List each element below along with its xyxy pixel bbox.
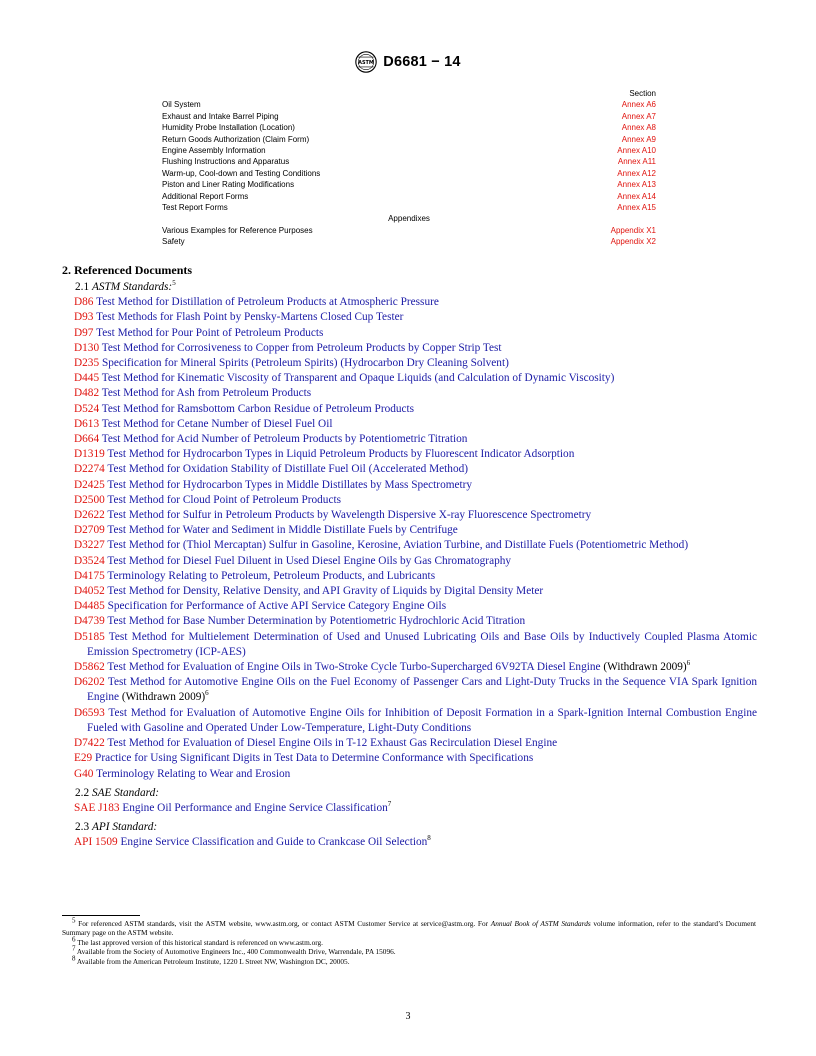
reference-title[interactable]: Test Method for Evaluation of Automotive Engine Oils for Inhibition of Deposit Formation in a Spark-Ignition Internal Combustion Engine Fueled with Gasoline and Operated Under Low-Temperature, Light-Duty Conditions bbox=[87, 706, 757, 734]
page-number: 3 bbox=[405, 1011, 411, 1022]
reference-item[interactable] bbox=[74, 493, 757, 508]
toc-ref-link[interactable]: Appendix X1 bbox=[610, 225, 656, 235]
reference-code[interactable]: D6593 bbox=[74, 706, 105, 719]
section-title: 2. Referenced Documents bbox=[62, 263, 193, 277]
toc-row bbox=[162, 134, 656, 145]
toc-ref-link[interactable]: Annex A13 bbox=[617, 180, 656, 190]
reference-code[interactable]: D4485 bbox=[74, 600, 105, 613]
reference-item[interactable] bbox=[74, 326, 757, 341]
reference-item[interactable] bbox=[74, 599, 757, 614]
footnote-text: Available from the American Petroleum Institute, 1220 L Street NW, Washington DC, 20005. bbox=[75, 956, 350, 966]
toc-ref-link[interactable]: Annex A14 bbox=[617, 191, 656, 201]
reference-item[interactable] bbox=[74, 447, 757, 462]
reference-title[interactable]: Test Method for Ash from Petroleum Products bbox=[101, 387, 312, 400]
reference-title[interactable]: Test Method for Evaluation of Engine Oils in Two-Stroke Cycle Turbo-Supercharged 6V92TA Diesel Engine bbox=[107, 661, 601, 674]
reference-code[interactable]: D6202 bbox=[74, 676, 105, 689]
reference-title[interactable]: Terminology Relating to Petroleum, Petroleum Products, and Lubricants bbox=[107, 569, 436, 582]
toc-label: Humidity Probe Installation (Location) bbox=[162, 123, 295, 133]
toc-label: Exhaust and Intake Barrel Piping bbox=[162, 111, 279, 121]
reference-title[interactable]: Test Method for Automotive Engine Oils on the Fuel Economy of Passenger Cars and Light-Duty Trucks in the Sequence VIA Spark Ignition Engine bbox=[87, 676, 757, 704]
reference-item[interactable] bbox=[74, 675, 757, 705]
toc-label: Flushing Instructions and Apparatus bbox=[162, 157, 290, 167]
reference-title[interactable]: Terminology Relating to Wear and Erosion bbox=[96, 767, 291, 780]
footnote-text: For referenced ASTM standards, visit the ASTM website, www.astm.org, or contact ASTM Customer Service at service@astm.org. For bbox=[75, 919, 491, 928]
reference-item[interactable] bbox=[74, 706, 757, 736]
toc-ref-link[interactable]: Annex A8 bbox=[621, 123, 656, 133]
reference-item[interactable] bbox=[74, 432, 757, 447]
toc-ref-link[interactable]: Annex A11 bbox=[617, 157, 656, 167]
reference-title[interactable]: Test Method for Distillation of Petroleum Products at Atmospheric Pressure bbox=[96, 296, 439, 309]
reference-code[interactable]: D4052 bbox=[74, 585, 105, 598]
footnote-text: volume information, refer to the standard’s Document Summary page on the ASTM website. bbox=[62, 919, 756, 938]
reference-title[interactable]: Engine Service Classification and Guide to Crankcase Oil Selection bbox=[120, 836, 428, 849]
reference-title[interactable]: Test Method for Kinematic Viscosity of Transparent and Opaque Liquids (and Calculation of Dynamic Viscosity) bbox=[101, 372, 615, 385]
reference-item[interactable] bbox=[74, 538, 757, 553]
toc-ref-link[interactable]: Annex A6 bbox=[621, 100, 656, 110]
toc-annex-list bbox=[162, 99, 656, 213]
document-id: D6681 − 14 bbox=[383, 54, 461, 70]
reference-item[interactable] bbox=[74, 341, 757, 356]
reference-code[interactable]: SAE J183 bbox=[74, 801, 120, 814]
reference-code[interactable]: D3227 bbox=[74, 539, 105, 552]
reference-title[interactable]: Test Method for Evaluation of Diesel Engine Oils in T-12 Exhaust Gas Recirculation Diesel Engine bbox=[107, 737, 558, 750]
reference-title[interactable]: Test Method for Cloud Point of Petroleum Products bbox=[107, 493, 341, 506]
referenced-documents bbox=[74, 280, 757, 851]
reference-code[interactable]: D4175 bbox=[74, 569, 105, 582]
reference-code[interactable]: D5185 bbox=[74, 630, 105, 643]
reference-code[interactable]: D482 bbox=[74, 387, 100, 400]
toc-row bbox=[162, 122, 656, 133]
toc-row bbox=[162, 225, 656, 236]
reference-item[interactable] bbox=[74, 554, 757, 569]
toc-label: Engine Assembly Information bbox=[162, 146, 266, 156]
astm-standards-heading: 2.1 ASTM Standards:$^5$ bbox=[75, 279, 176, 293]
reference-title[interactable]: Test Method for Water and Sediment in Middle Distillate Fuels by Centrifuge bbox=[107, 524, 458, 537]
toc-label: Test Report Forms bbox=[162, 203, 228, 213]
reference-item[interactable] bbox=[74, 371, 757, 386]
reference-title[interactable]: Test Method for Corrosiveness to Copper from Petroleum Products by Copper Strip Test bbox=[101, 341, 502, 354]
reference-code[interactable]: D235 bbox=[74, 357, 100, 370]
reference-item[interactable] bbox=[74, 417, 757, 432]
reference-title[interactable]: Test Method for Sulfur in Petroleum Products by Wavelength Dispersive X-ray Fluorescence Spectrometry bbox=[107, 509, 592, 522]
reference-title[interactable]: Test Method for Oxidation Stability of Distillate Fuel Oil (Accelerated Method) bbox=[107, 463, 469, 476]
reference-title[interactable]: Practice for Using Significant Digits in Test Data to Determine Conformance with Specifications bbox=[95, 752, 534, 765]
reference-item[interactable] bbox=[74, 523, 757, 538]
footnote-marker: 6 bbox=[686, 659, 691, 668]
toc-ref-link[interactable]: Annex A7 bbox=[621, 111, 656, 121]
astm-logo-icon bbox=[355, 51, 377, 73]
footnote-marker: 6 bbox=[205, 689, 209, 698]
reference-code[interactable]: D1319 bbox=[74, 448, 105, 461]
toc-row bbox=[162, 179, 656, 190]
reference-title[interactable]: Test Method for Diesel Fuel Diluent in Used Diesel Engine Oils by Gas Chromatography bbox=[107, 554, 512, 567]
reference-code[interactable]: D445 bbox=[74, 372, 100, 385]
toc-appendixes-heading: Appendixes bbox=[388, 214, 430, 224]
toc-ref-link[interactable]: Annex A9 bbox=[621, 134, 656, 144]
footnote-marker: 8 bbox=[72, 954, 76, 963]
toc-row bbox=[162, 156, 656, 167]
reference-item[interactable] bbox=[74, 402, 757, 417]
reference-code[interactable]: D97 bbox=[74, 326, 94, 339]
footnotes bbox=[62, 916, 756, 966]
footnote bbox=[62, 935, 756, 947]
toc-ref-link[interactable]: Annex A15 bbox=[617, 203, 656, 213]
reference-item[interactable] bbox=[74, 569, 757, 584]
reference-title[interactable]: Engine Oil Performance and Engine Service Classification bbox=[122, 801, 388, 814]
toc-row bbox=[162, 191, 656, 202]
reference-code[interactable]: D86 bbox=[74, 296, 94, 309]
reference-title[interactable]: Test Method for Density, Relative Density, and API Gravity of Liquids by Digital Density Meter bbox=[107, 585, 544, 598]
footnote-text: The last approved version of this historical standard is referenced on www.astm.org. bbox=[75, 937, 323, 947]
toc-label: Oil System bbox=[162, 100, 201, 110]
toc-row bbox=[162, 111, 656, 122]
reference-item[interactable] bbox=[74, 614, 757, 629]
toc-section-heading: Section bbox=[629, 89, 656, 98]
reference-item[interactable]: API 1509 Engine Service Classification and Guide to Crankcase Oil Selection$^8$ bbox=[74, 834, 431, 849]
reference-title[interactable]: Test Method for Multielement Determination of Used and Unused Lubricating Oils and Base Oils by Inductively Coupled Plasma Atomic Emission Spectrometry (ICP-AES) bbox=[87, 630, 757, 658]
toc-label: Additional Report Forms bbox=[162, 191, 249, 201]
reference-code[interactable]: D93 bbox=[74, 311, 94, 324]
reference-item[interactable] bbox=[74, 356, 757, 371]
toc-row bbox=[162, 236, 656, 247]
reference-code[interactable]: D2622 bbox=[74, 509, 105, 522]
astm-reference-list bbox=[74, 295, 757, 782]
toc-row bbox=[162, 202, 656, 213]
toc-row bbox=[162, 145, 656, 156]
toc-label: Piston and Liner Rating Modifications bbox=[162, 180, 295, 190]
toc-label: Safety bbox=[162, 237, 185, 247]
reference-title[interactable]: Test Method for Hydrocarbon Types in Middle Distillates by Mass Spectrometry bbox=[107, 478, 473, 491]
reference-item[interactable] bbox=[74, 751, 757, 766]
footnote bbox=[62, 916, 756, 938]
reference-code[interactable]: D613 bbox=[74, 417, 100, 430]
withdrawn-note: (Withdrawn 2009) bbox=[119, 691, 206, 704]
toc-ref-link[interactable]: Annex A10 bbox=[617, 146, 656, 156]
reference-item[interactable] bbox=[74, 478, 757, 493]
footnote-italic: Annual Book of ASTM Standards bbox=[490, 919, 591, 928]
toc-label: Various Examples for Reference Purposes bbox=[162, 225, 313, 235]
reference-title[interactable]: Test Method for Pour Point of Petroleum Products bbox=[96, 326, 324, 339]
reference-title[interactable]: Test Method for Hydrocarbon Types in Liquid Petroleum Products by Fluorescent Indicator Adsorption bbox=[107, 448, 575, 461]
reference-code[interactable]: D5862 bbox=[74, 661, 105, 674]
svg-text:ASTM: ASTM bbox=[358, 60, 375, 67]
footnote-marker: 5 bbox=[72, 916, 76, 925]
reference-item[interactable] bbox=[74, 462, 757, 477]
reference-title[interactable]: Test Method for (Thiol Mercaptan) Sulfur in Gasoline, Kerosine, Aviation Turbine, and Distillate Fuels (Potentiometric Method) bbox=[107, 539, 689, 552]
reference-title[interactable]: Test Method for Cetane Number of Diesel Fuel Oil bbox=[101, 417, 333, 430]
reference-code[interactable]: D2425 bbox=[74, 478, 105, 491]
reference-item[interactable] bbox=[74, 386, 757, 401]
reference-title[interactable]: Test Method for Ramsbottom Carbon Residue of Petroleum Products bbox=[101, 402, 415, 415]
reference-code[interactable]: D2274 bbox=[74, 463, 105, 476]
reference-code[interactable]: D2500 bbox=[74, 493, 105, 506]
reference-code[interactable]: E29 bbox=[74, 752, 93, 765]
footnote bbox=[62, 954, 756, 966]
reference-item[interactable] bbox=[74, 767, 757, 782]
toc-row bbox=[162, 168, 656, 179]
reference-item[interactable] bbox=[74, 660, 757, 675]
withdrawn-note: (Withdrawn 2009) bbox=[600, 661, 687, 674]
reference-code[interactable]: API 1509 bbox=[74, 836, 118, 849]
reference-code[interactable]: D2709 bbox=[74, 524, 105, 537]
reference-code[interactable]: D7422 bbox=[74, 737, 105, 750]
reference-item[interactable] bbox=[74, 310, 757, 325]
toc-appendix-list bbox=[162, 225, 656, 248]
footnote-marker: 7 bbox=[72, 944, 76, 953]
reference-code[interactable]: D664 bbox=[74, 433, 100, 446]
page-header bbox=[0, 51, 816, 73]
reference-title[interactable]: Specification for Performance of Active API Service Category Engine Oils bbox=[107, 600, 447, 613]
reference-code[interactable]: D4739 bbox=[74, 615, 105, 628]
reference-title[interactable]: Specification for Mineral Spirits (Petroleum Spirits) (Hydrocarbon Dry Cleaning Solvent) bbox=[101, 357, 509, 370]
reference-item[interactable] bbox=[74, 584, 757, 599]
footnote bbox=[62, 944, 756, 957]
reference-code[interactable]: D130 bbox=[74, 341, 100, 354]
toc-ref-link[interactable]: Appendix X2 bbox=[610, 237, 656, 247]
reference-title[interactable]: Test Method for Acid Number of Petroleum Products by Potentiometric Titration bbox=[101, 433, 468, 446]
reference-code[interactable]: D524 bbox=[74, 402, 100, 415]
footnote-text: Available from the Society of Automotive Engineers Inc., 400 Commonwealth Drive, Warrendale, PA 15096. bbox=[75, 947, 396, 957]
toc-ref-link[interactable]: Annex A12 bbox=[617, 168, 656, 178]
footnote-marker: 6 bbox=[72, 935, 76, 944]
reference-item[interactable] bbox=[74, 295, 757, 310]
reference-title[interactable]: Test Methods for Flash Point by Pensky-Martens Closed Cup Tester bbox=[96, 311, 404, 324]
toc-label: Warm-up, Cool-down and Testing Conditions bbox=[162, 168, 321, 178]
reference-code[interactable]: D3524 bbox=[74, 554, 105, 567]
api-standard-heading: 2.3 API Standard: bbox=[75, 821, 158, 834]
reference-code[interactable]: G40 bbox=[74, 767, 94, 780]
reference-item[interactable] bbox=[74, 736, 757, 751]
toc-label: Return Goods Authorization (Claim Form) bbox=[162, 134, 310, 144]
toc-row bbox=[162, 99, 656, 110]
reference-item[interactable] bbox=[74, 508, 757, 523]
sae-standard-heading: 2.2 SAE Standard: bbox=[75, 786, 159, 799]
reference-item[interactable] bbox=[74, 630, 757, 660]
reference-title[interactable]: Test Method for Base Number Determination by Potentiometric Hydrochloric Acid Titration bbox=[107, 615, 526, 628]
reference-item[interactable]: SAE J183 Engine Oil Performance and Engine Service Classification$^7$ bbox=[74, 800, 392, 814]
table-of-contents bbox=[162, 88, 656, 248]
